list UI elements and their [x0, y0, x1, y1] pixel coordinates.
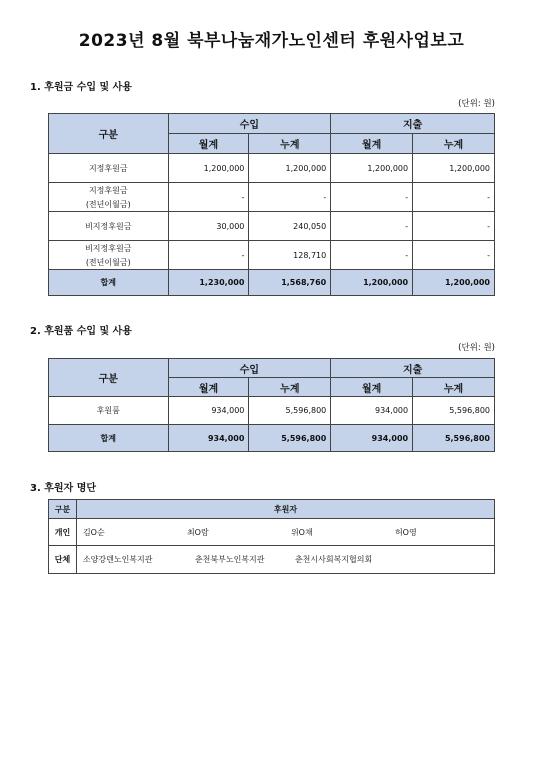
header-expense-monthly: 월계 — [331, 378, 413, 397]
table-row — [49, 212, 495, 241]
table-row — [49, 546, 495, 574]
total-row — [49, 425, 495, 452]
cell: 240,050 — [249, 212, 331, 241]
row-label: 개인 — [49, 519, 77, 546]
header-expense-cumulative: 누계 — [413, 134, 495, 154]
header-category: 구분 — [49, 359, 169, 397]
donor-names — [76, 519, 494, 546]
cell: - — [413, 212, 495, 241]
donor-name: 허O영 — [394, 527, 417, 537]
donor-names — [76, 546, 494, 574]
cell: 1,200,000 — [331, 154, 413, 183]
table-row — [49, 397, 495, 425]
total-label: 합계 — [49, 270, 169, 296]
header-expense-cumulative: 누계 — [413, 378, 495, 397]
cell: 1,200,000 — [413, 270, 495, 296]
row-label-line2: (전년이월금) — [85, 199, 131, 209]
cell: 934,000 — [331, 397, 413, 425]
donor-name: 소양강덴노인복지관 — [82, 555, 153, 564]
donor-name: 최O람 — [186, 527, 209, 537]
header-category: 구분 — [49, 500, 77, 519]
header-donors: 후원자 — [76, 500, 494, 519]
cell: 1,200,000 — [331, 270, 413, 296]
header-category: 구분 — [49, 114, 169, 154]
section1-heading: 1. 후원금 수입 및 사용 — [30, 82, 132, 93]
table-row — [49, 519, 495, 546]
cell: - — [413, 241, 495, 270]
cell: 5,596,800 — [249, 397, 331, 425]
cell: - — [331, 183, 413, 212]
header-income-cumulative: 누계 — [249, 134, 331, 154]
cell: 934,000 — [331, 425, 413, 452]
row-label-line1: 지정후원금 — [88, 185, 128, 195]
cell: 1,200,000 — [249, 154, 331, 183]
donor-name: 춘천북부노인복지관 — [194, 555, 265, 564]
cell: - — [168, 241, 249, 270]
row-label: 단체 — [49, 546, 77, 574]
total-label: 합계 — [49, 425, 169, 452]
row-label: 지정후원금 — [49, 154, 169, 183]
header-expense-monthly: 월계 — [331, 134, 413, 154]
header-income: 수입 — [168, 359, 331, 378]
cell: 128,710 — [249, 241, 331, 270]
section2-unit: (단위: 원) — [458, 343, 495, 353]
header-expense: 지출 — [331, 359, 495, 378]
cell: - — [168, 183, 249, 212]
cell: 1,200,000 — [413, 154, 495, 183]
cell: 934,000 — [168, 425, 249, 452]
cell: - — [413, 183, 495, 212]
section1-unit: (단위: 원) — [458, 99, 495, 109]
header-income-cumulative: 누계 — [249, 378, 331, 397]
donor-name: 춘천시사회복지협의회 — [294, 555, 373, 564]
row-label: 후원품 — [49, 397, 169, 425]
cell: - — [331, 212, 413, 241]
row-label-line2: (전년이월금) — [85, 257, 131, 267]
cell: 30,000 — [168, 212, 249, 241]
table-row — [49, 241, 495, 270]
table-row — [49, 154, 495, 183]
cell: - — [249, 183, 331, 212]
donor-list-table — [48, 499, 495, 574]
row-label: 비지정후원금 — [49, 212, 169, 241]
donor-name: 위O채 — [290, 527, 313, 537]
row-label — [49, 183, 169, 212]
cell: 5,596,800 — [413, 425, 495, 452]
cell: 934,000 — [168, 397, 249, 425]
header-income-monthly: 월계 — [168, 378, 249, 397]
cell: 1,230,000 — [168, 270, 249, 296]
donor-name: 김O순 — [82, 527, 105, 537]
row-label — [49, 241, 169, 270]
header-expense: 지출 — [331, 114, 495, 134]
cell: - — [331, 241, 413, 270]
row-label-line1: 비지정후원금 — [85, 243, 132, 253]
page-title: 2023년 8월 북부나눔재가노인센터 후원사업보고 — [78, 31, 465, 51]
cell: 1,568,760 — [249, 270, 331, 296]
donation-money-table — [48, 113, 495, 296]
donation-goods-table — [48, 358, 495, 452]
cell: 5,596,800 — [249, 425, 331, 452]
cell: 1,200,000 — [168, 154, 249, 183]
total-row — [49, 270, 495, 296]
header-income: 수입 — [168, 114, 331, 134]
section3-heading: 3. 후원자 명단 — [30, 483, 97, 494]
cell: 5,596,800 — [413, 397, 495, 425]
table-row — [49, 183, 495, 212]
section2-heading: 2. 후원품 수입 및 사용 — [30, 326, 132, 337]
header-income-monthly: 월계 — [168, 134, 249, 154]
